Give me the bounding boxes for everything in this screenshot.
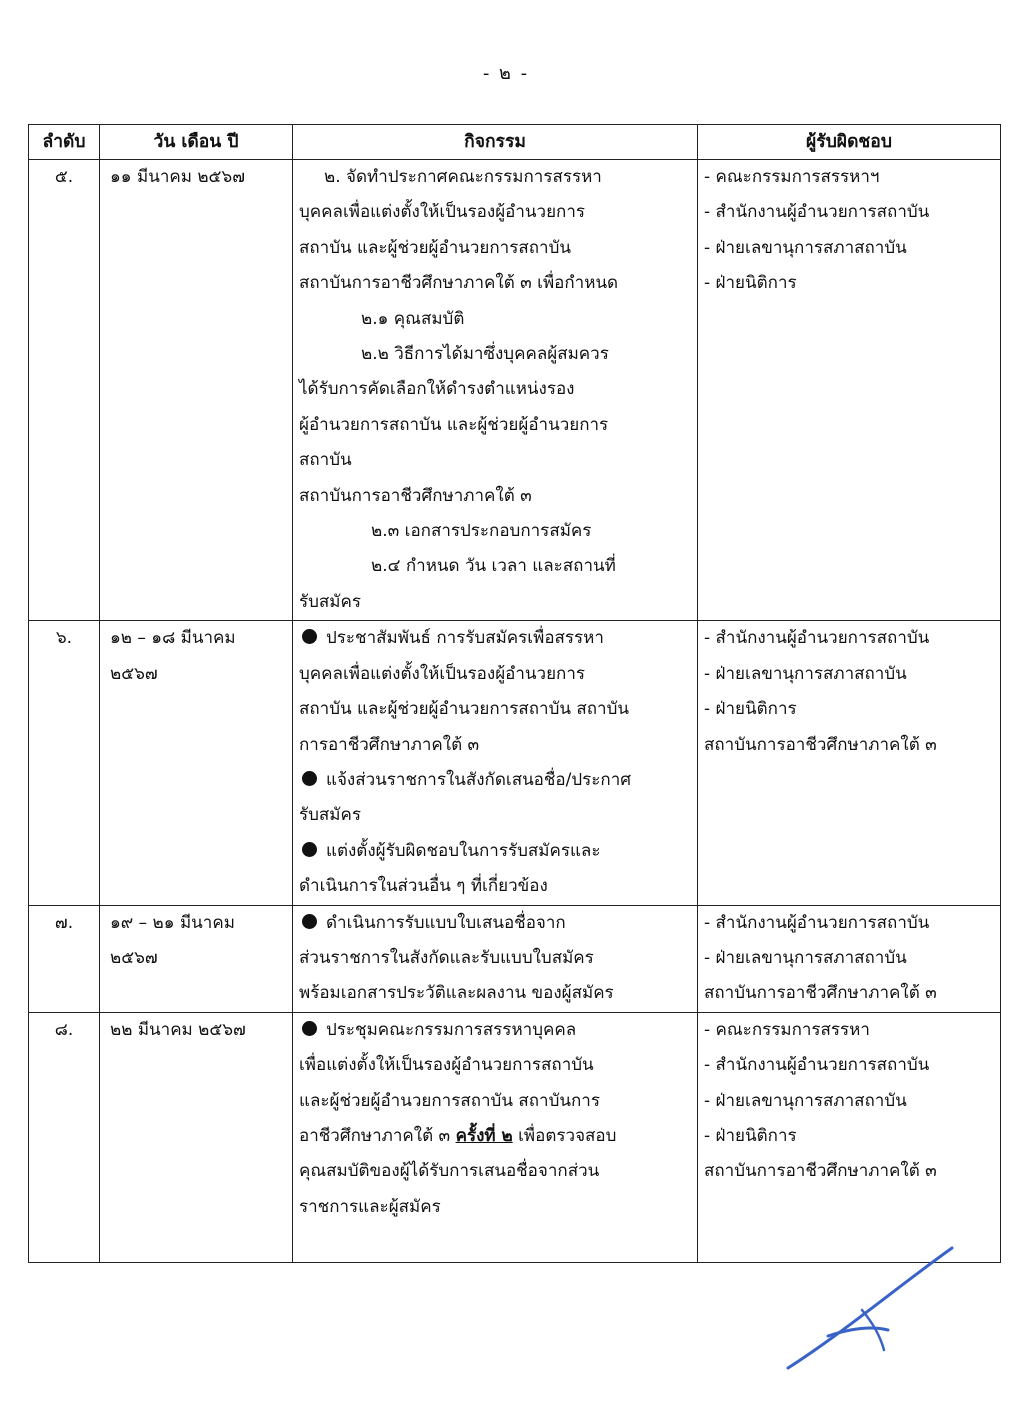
header-responsible: ผู้รับผิดชอบ <box>698 125 1001 160</box>
bullet-item <box>299 834 691 869</box>
activity-line: สถาบัน <box>299 450 352 471</box>
activity-line: และผู้ช่วยผู้อำนวยการสถาบัน สถาบันการ <box>299 1090 600 1111</box>
bullet-icon <box>302 771 317 786</box>
row-activity <box>293 160 698 621</box>
responsible-line: - ฝ่ายเลขานุการสภาสถาบัน <box>704 663 907 684</box>
table-row <box>29 621 1001 905</box>
activity-line: ส่วนราชการในสังกัดและรับแบบใบสมัคร <box>299 947 594 968</box>
bullet-item <box>299 1013 691 1048</box>
date-line: ๒๒ มีนาคม ๒๕๖๗ <box>110 1019 246 1040</box>
bullet-icon <box>302 629 317 644</box>
activity-line: ๒. จัดทำประกาศคณะกรรมการสรรหา <box>324 167 602 187</box>
activity-line: รับสมัคร <box>299 805 362 826</box>
table-row <box>29 905 1001 1012</box>
responsible-line: สถาบันการอาชีวศึกษาภาคใต้ ๓ <box>704 734 937 755</box>
header-activity: กิจกรรม <box>293 125 698 160</box>
date-line: ๑๒ – ๑๘ มีนาคม <box>110 628 236 649</box>
responsible-line: - ฝ่ายเลขานุการสภาสถาบัน <box>704 1090 907 1111</box>
responsible-line: - ฝ่ายนิติการ <box>704 1125 797 1146</box>
activity-line: การอาชีวศึกษาภาคใต้ ๓ <box>299 734 480 755</box>
responsible-line: - สำนักงานผู้อำนวยการสถาบัน <box>704 628 930 649</box>
signature-mark <box>780 1240 970 1390</box>
row-responsible <box>698 905 1001 1012</box>
row-responsible <box>698 621 1001 905</box>
activity-text: ประชุมคณะกรรมการสรรหาบุคคล <box>326 1019 577 1040</box>
activity-line: บุคคลเพื่อแต่งตั้งให้เป็นรองผู้อำนวยการ <box>299 663 586 684</box>
activity-line: สถาบัน และผู้ช่วยผู้อำนวยการสถาบัน <box>299 237 571 258</box>
row-activity <box>293 621 698 905</box>
activity-text: เพื่อตรวจสอบ <box>512 1125 617 1146</box>
row-number: ๕. <box>29 160 100 621</box>
activity-line: ๒.๔ กำหนด วัน เวลา และสถานที่ <box>371 556 616 577</box>
activity-line: บุคคลเพื่อแต่งตั้งให้เป็นรองผู้อำนวยการ <box>299 202 586 223</box>
activity-line: ได้รับการคัดเลือกให้ดำรงตำแหน่งรอง <box>299 379 575 400</box>
activity-line: ดำเนินการในส่วนอื่น ๆ ที่เกี่ยวข้อง <box>299 876 548 897</box>
table-row <box>29 160 1001 621</box>
activity-line: สถาบันการอาชีวศึกษาภาคใต้ ๓ <box>299 485 532 506</box>
responsible-line: - ฝ่ายเลขานุการสภาสถาบัน <box>704 947 907 968</box>
row-date <box>100 1012 293 1262</box>
responsible-line: - ฝ่ายเลขานุการสภาสถาบัน <box>704 237 907 258</box>
activity-line: คุณสมบัติของผู้ได้รับการเสนอชื่อจากส่วน <box>299 1161 600 1182</box>
bullet-icon <box>302 842 317 857</box>
activity-line: สถาบัน และผู้ช่วยผู้อำนวยการสถาบัน สถาบัน <box>299 699 630 720</box>
row-number: ๘. <box>29 1012 100 1262</box>
activity-line: ๒.๑ คุณสมบัติ <box>361 308 465 329</box>
activity-line: ๒.๓ เอกสารประกอบการสมัคร <box>371 521 592 542</box>
row-activity <box>293 1012 698 1262</box>
row-number: ๗. <box>29 905 100 1012</box>
schedule-table <box>28 124 1001 1263</box>
date-line: ๑๑ มีนาคม ๒๕๖๗ <box>110 167 245 187</box>
table-row <box>29 1012 1001 1262</box>
responsible-line: - สำนักงานผู้อำนวยการสถาบัน <box>704 202 930 223</box>
responsible-line: สถาบันการอาชีวศึกษาภาคใต้ ๓ <box>704 983 937 1004</box>
header-no: ลำดับ <box>29 125 100 160</box>
activity-text: ดำเนินการรับแบบใบเสนอชื่อจาก <box>326 912 566 933</box>
activity-text: ประชาสัมพันธ์ การรับสมัครเพื่อสรรหา <box>326 628 604 649</box>
activity-text: อาชีวศึกษาภาคใต้ ๓ <box>299 1125 456 1146</box>
bullet-item <box>299 763 691 798</box>
bullet-icon <box>302 914 317 929</box>
row-responsible <box>698 160 1001 621</box>
date-line: ๑๙ – ๒๑ มีนาคม <box>110 912 235 933</box>
date-line: ๒๕๖๗ <box>110 947 158 968</box>
responsible-line: - สำนักงานผู้อำนวยการสถาบัน <box>704 1055 930 1076</box>
activity-line: สถาบันการอาชีวศึกษาภาคใต้ ๓ เพื่อกำหนด <box>299 273 619 294</box>
responsible-line: - คณะกรรมการสรรหา <box>704 1019 870 1040</box>
row-number: ๖. <box>29 621 100 905</box>
page-number: - ๒ - <box>482 63 530 84</box>
activity-line <box>299 1119 691 1154</box>
date-line: ๒๕๖๗ <box>110 663 158 684</box>
meeting-number-emphasis: ครั้งที่ ๒ <box>455 1125 513 1146</box>
activity-line: ราชการและผู้สมัคร <box>299 1196 441 1217</box>
bullet-item <box>299 906 691 941</box>
table-header-row <box>29 125 1001 160</box>
activity-line: ผู้อำนวยการสถาบัน และผู้ช่วยผู้อำนวยการ <box>299 414 609 435</box>
activity-line: พร้อมเอกสารประวัติและผลงาน ของผู้สมัคร <box>299 983 614 1004</box>
responsible-line: - สำนักงานผู้อำนวยการสถาบัน <box>704 912 930 933</box>
bullet-item <box>299 621 691 656</box>
row-responsible <box>698 1012 1001 1262</box>
responsible-line: - ฝ่ายนิติการ <box>704 273 797 294</box>
activity-line: รับสมัคร <box>299 591 362 612</box>
activity-line: เพื่อแต่งตั้งให้เป็นรองผู้อำนวยการสถาบัน <box>299 1055 594 1076</box>
bullet-icon <box>302 1021 317 1036</box>
row-activity <box>293 905 698 1012</box>
header-date: วัน เดือน ปี <box>100 125 293 160</box>
activity-text: แจ้งส่วนราชการในสังกัดเสนอชื่อ/ประกาศ <box>326 769 632 790</box>
row-date <box>100 160 293 621</box>
responsible-line: - คณะกรรมการสรรหาฯ <box>704 167 880 187</box>
responsible-line: - ฝ่ายนิติการ <box>704 699 797 720</box>
row-date <box>100 621 293 905</box>
activity-line: ๒.๒ วิธีการได้มาซึ่งบุคคลผู้สมควร <box>361 344 609 365</box>
activity-text: แต่งตั้งผู้รับผิดชอบในการรับสมัครและ <box>326 840 601 861</box>
responsible-line: สถาบันการอาชีวศึกษาภาคใต้ ๓ <box>704 1161 937 1182</box>
row-date <box>100 905 293 1012</box>
